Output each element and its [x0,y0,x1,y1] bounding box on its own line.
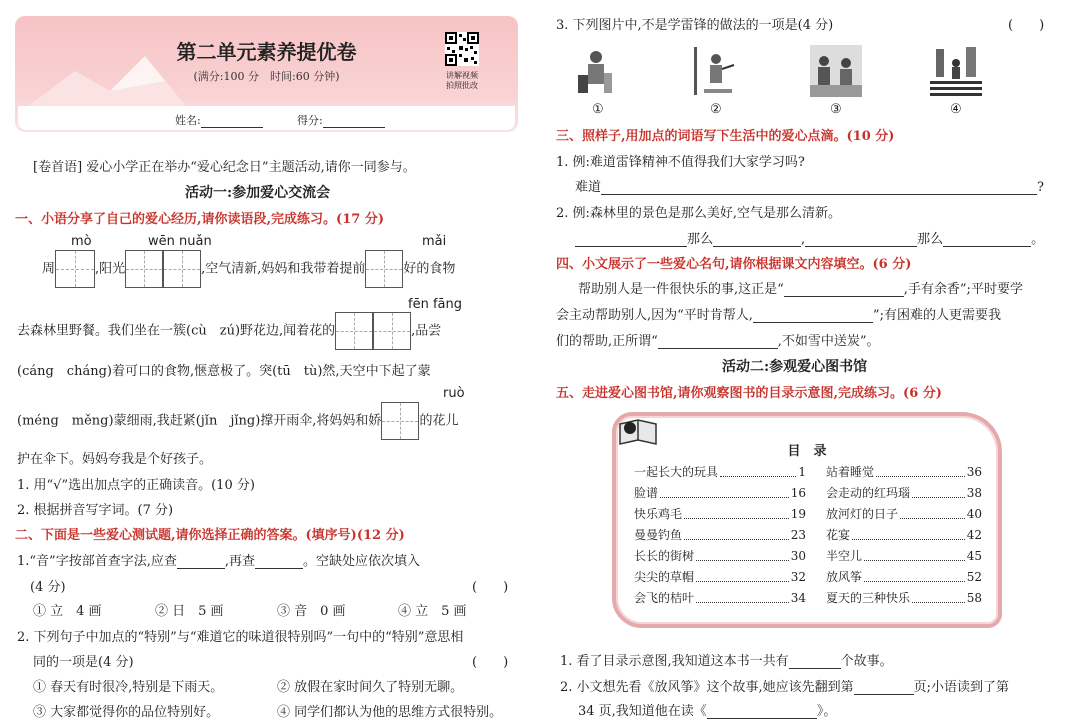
s2-q1-score: (4 分) [30,580,66,595]
blank-s5q2-story[interactable] [707,704,817,719]
picture-option-3[interactable] [810,45,862,97]
char-box-mo[interactable] [55,250,95,288]
toc-entry[interactable]: 放风筝 52 [826,567,982,588]
blank-s4-3[interactable] [658,334,778,349]
toc-left-column [634,462,806,609]
s1-question-1: 1. 用“√”选出加点字的正确读音。(10 分) [17,478,255,493]
s3-question-2: 2. 例:森林里的景色是那么美好,空气是那么清新。 [556,206,842,221]
option-1: ① 立 4 画 [33,604,102,619]
toc-entry[interactable]: 脸谱 16 [634,483,806,504]
blank-s3q2-b[interactable] [713,232,801,247]
s2-question-1: 1.“音”字按部首查字法,应查 ,再查 。空缺处应依次填入 [17,554,420,569]
option-3: ③ 音 0 画 [277,604,346,619]
toc-entry[interactable]: 放河灯的日子 40 [826,504,982,525]
toc-entry[interactable]: 半空儿 45 [826,546,982,567]
s4-line-3: 们的帮助,正所谓“ ,不如雪中送炭”。 [556,334,880,349]
pinyin-mai: mǎi [422,234,447,249]
picture-option-2[interactable] [690,45,736,97]
toc-entry[interactable]: 长长的街树 30 [634,546,806,567]
score-time-info: (满分:100 分 时间:60 分钟) [193,70,340,83]
s4-line-1: 帮助别人是一件很快乐的事,这正是“ ,手有余香”;平时要学 [578,282,1023,297]
blank-s3q1[interactable] [601,180,1037,195]
pinyin-ruo: ruò [443,386,465,401]
s2-question-3: 3. 下列图片中,不是学雷锋的做法的一项是(4 分) [556,18,834,33]
s2-question-2-line-2: 同的一项是(4 分) [33,655,134,670]
option-2-1: ① 春天有时很冷,特别是下雨天。 [33,680,224,695]
answer-paren-s2q1[interactable]: ( ) [472,580,509,595]
s3-answer-line-1: 难道 ? [575,180,1044,195]
paragraph-line-2: 去森林里野餐。我们坐在一簇(cù zú)野花边,闻着花的 ,品尝 [17,312,441,350]
option-4: ④ 立 5 画 [398,604,467,619]
toc-entry[interactable]: 夏天的三种快乐 58 [826,588,982,609]
option-2-4: ④ 同学们都认为他的思维方式很特别。 [277,705,503,720]
toc-right-column [826,462,982,609]
blank-s3q2-d[interactable] [943,232,1031,247]
name-field[interactable] [175,112,263,128]
picture-option-4[interactable] [930,45,982,97]
char-box-wen[interactable] [125,250,163,288]
s5-question-1: 1. 看了目录示意图,我知道这本书一共有 个故事。 [560,654,893,669]
answer-paren-s2q2[interactable]: ( ) [472,655,509,670]
toc-entry[interactable]: 会走动的红玛瑙 38 [826,483,982,504]
blank-radical[interactable] [177,554,225,569]
toc-entry[interactable]: 曼曼钓鱼 23 [634,525,806,546]
pinyin-wennuan: wēn nuǎn [148,234,212,249]
pinyin-fenfang: fēn fāng [408,297,462,312]
s1-question-2: 2. 根据拼音写字词。(7 分) [17,503,174,518]
qr-label-grading: 拍照批改 [446,81,478,90]
picture-label-1: ① [592,102,604,117]
toc-entry[interactable]: 一起长大的玩具 1 [634,462,806,483]
option-2-3: ③ 大家都觉得你的品位特别好。 [33,705,220,720]
s5-question-2: 2. 小文想先看《放风筝》这个故事,她应该先翻到第 页;小语读到了第 [560,680,1010,695]
char-box-fen[interactable] [335,312,373,350]
score-label: 得分: [297,114,323,127]
header-banner [15,16,518,132]
s3-question-1: 1. 例:难道雷锋精神不值得我们大家学习吗? [556,155,805,170]
char-box-fang[interactable] [373,312,411,350]
toc-entry[interactable]: 尖尖的草帽 32 [634,567,806,588]
blank-s5q1[interactable] [789,654,841,669]
char-box-ruo[interactable] [381,402,419,440]
option-2-2: ② 放假在家时间久了特别无聊。 [277,680,464,695]
section-five-title: 五、走进爱心图书馆,请你观察图书的目录示意图,完成练习。(6 分) [556,386,942,401]
blank-s3q2-a[interactable] [575,232,687,247]
picture-label-2: ② [710,102,722,117]
name-label: 姓名: [175,114,201,127]
pinyin-mo: mò [71,234,92,249]
score-field[interactable] [297,112,385,128]
paragraph-line-1: 周 ,阳光 ,空气清新,妈妈和我带着提前 好的食物 [42,250,455,288]
name-score-strip [18,106,515,130]
qr-label-video: 讲解视频 [446,71,478,80]
toc-entry[interactable]: 花宴 42 [826,525,982,546]
paragraph-line-5: 护在伞下。妈妈夸我是个好孩子。 [17,452,213,467]
page-title: 第二单元素养提优卷 [176,40,357,64]
section-two-title: 二、下面是一些爱心测试题,请你选择正确的答案。(填序号)(12 分) [15,528,405,543]
activity-two-title: 活动二:参观爱心图书馆 [722,359,868,375]
s2-question-2-line-1: 2. 下列句子中加点的“特别”与“难道它的味道很特别吗”一句中的“特别”意思相 [17,630,464,645]
toc-entry[interactable]: 会飞的桔叶 34 [634,588,806,609]
char-box-nuan[interactable] [163,250,201,288]
section-four-title: 四、小文展示了一些爱心名句,请你根据课文内容填空。(6 分) [556,257,912,272]
picture-label-4: ④ [950,102,962,117]
section-three-title: 三、照样子,用加点的词语写下生活中的爱心点滴。(10 分) [556,129,895,144]
picture-option-1[interactable] [574,45,620,97]
blank-s4-1[interactable] [784,282,904,297]
qr-code-icon[interactable] [445,32,479,66]
answer-paren-s2q3[interactable]: ( ) [1008,18,1045,33]
activity-one-title: 活动一:参加爱心交流会 [185,185,331,201]
intro-text: [卷首语] 爱心小学正在举办“爱心纪念日”主题活动,请你一同参与。 [33,160,416,175]
blank-strokes[interactable] [255,554,303,569]
toc-entry[interactable]: 快乐鸡毛 19 [634,504,806,525]
s4-line-2: 会主动帮助别人,因为“平时肯帮人, ”;有困难的人更需要我 [556,308,1001,323]
char-box-mai[interactable] [365,250,403,288]
paragraph-line-4: (méng měng)蒙细雨,我赶紧(jǐn jǐng)撑开雨伞,将妈妈和娇 的花儿 [17,402,458,440]
blank-s4-2[interactable] [753,308,873,323]
blank-s3q2-c[interactable] [805,232,917,247]
picture-label-3: ③ [830,102,842,117]
s3-answer-line-2: 那么 , 那么 。 [575,228,1044,247]
blank-s5q2-page[interactable] [854,680,914,695]
option-2: ② 日 5 画 [155,604,224,619]
paragraph-line-3: (cáng cháng)着可口的食物,惬意极了。突(tū tù)然,天空中下起了蒙 [17,364,431,379]
section-one-title: 一、小语分享了自己的爱心经历,请你读语段,完成练习。(17 分) [15,212,384,227]
toc-entry[interactable]: 站着睡觉 36 [826,462,982,483]
s5-question-2-cont: 34 页,我知道他在读《 》。 [578,704,837,719]
toc-title: 目 录 [787,444,827,459]
